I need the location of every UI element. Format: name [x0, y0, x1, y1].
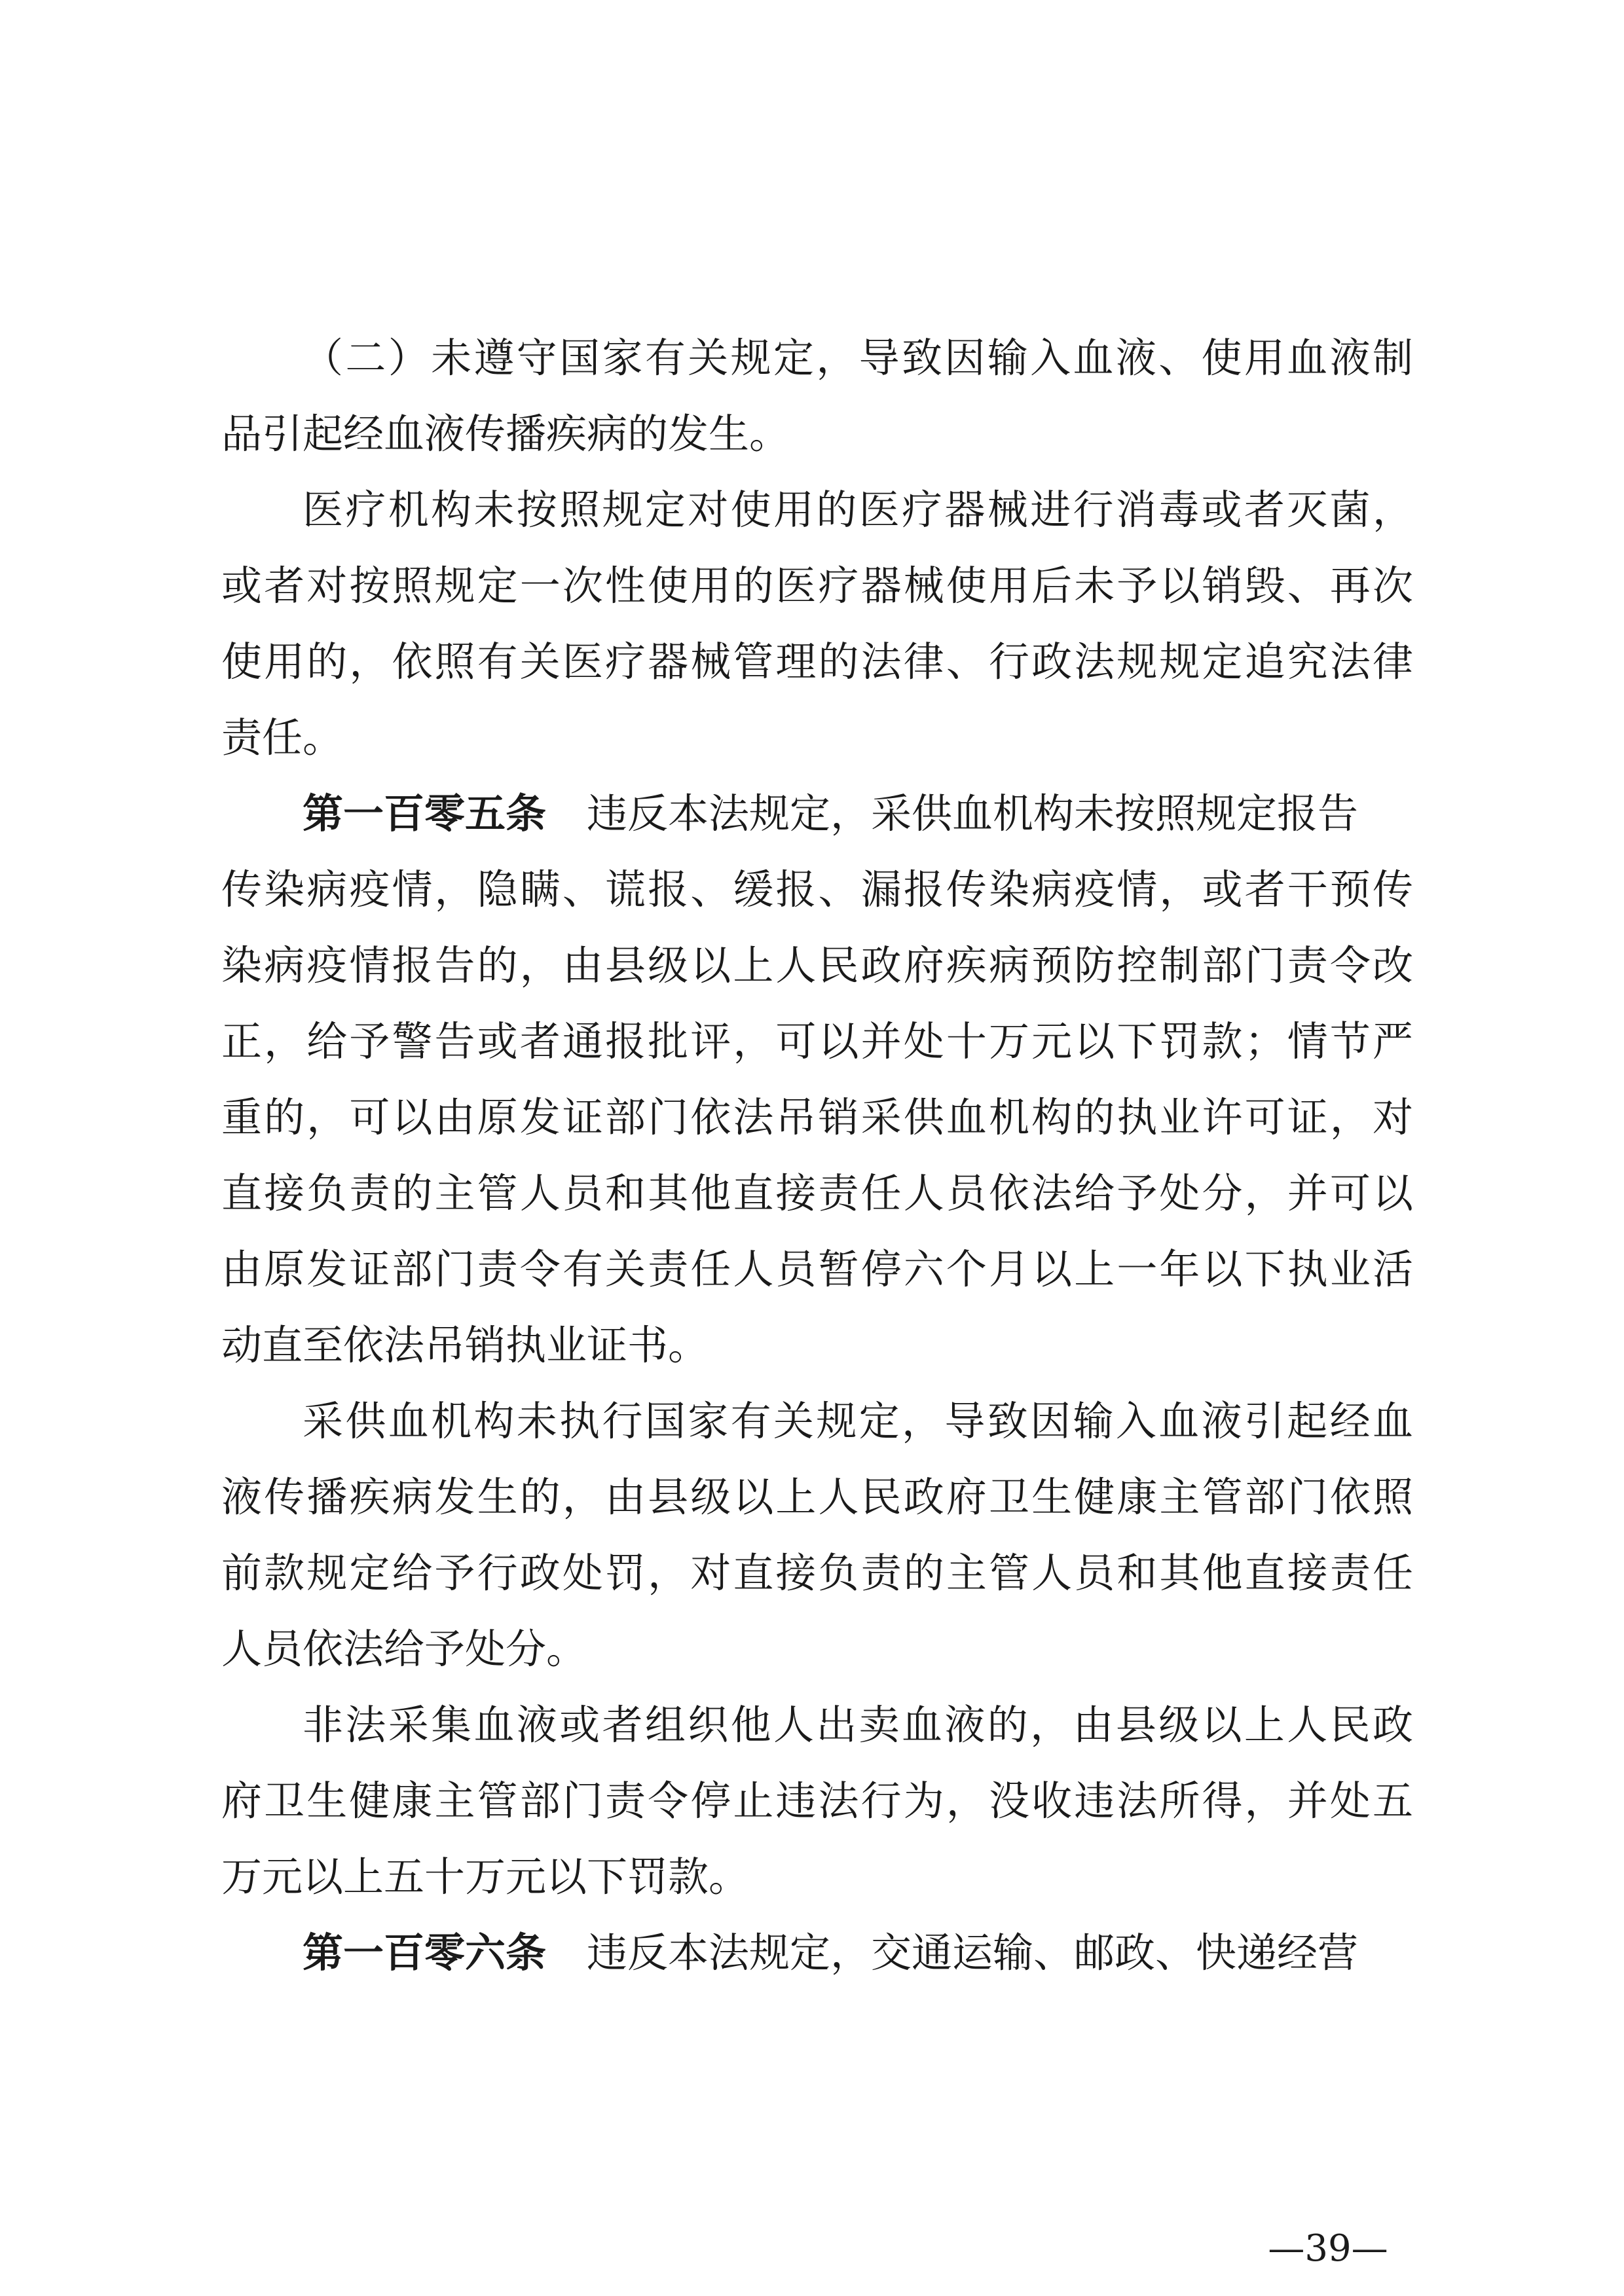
text-line: 动直至依法吊销执业证书。: [221, 1321, 709, 1369]
text-line: 或者对按照规定一次性使用的医疗器械使用后未予以销毁、再次: [221, 562, 1413, 610]
article-106-first-line: [303, 1923, 1413, 1982]
text-line: （二）未遵守国家有关规定，导致因输入血液、使用血液制: [303, 334, 1413, 382]
text-line: 正，给予警告或者通报批评，可以并处十万元以下罚款；情节严: [221, 1017, 1413, 1065]
text-line: 重的，可以由原发证部门依法吊销采供血机构的执业许可证，对: [221, 1093, 1413, 1141]
text-line: 医疗机构未按照规定对使用的医疗器械进行消毒或者灭菌，: [303, 486, 1413, 534]
article-105-first-line: [303, 784, 1413, 843]
text-line: 染病疫情报告的，由县级以上人民政府疾病预防控制部门责令改: [221, 941, 1413, 989]
text-line: 非法采集血液或者组织他人出卖血液的，由县级以上人民政: [303, 1701, 1413, 1749]
text-line: 由原发证部门责令有关责任人员暂停六个月以上一年以下执业活: [221, 1245, 1413, 1293]
text-line: 品引起经血液传播疾病的发生。: [221, 410, 790, 458]
text-line: 前款规定给予行政处罚，对直接负责的主管人员和其他直接责任: [221, 1549, 1413, 1597]
text-line: 使用的，依照有关医疗器械管理的法律、行政法规规定追究法律: [221, 638, 1413, 685]
article-106-heading: 第一百零六条: [303, 1929, 547, 1977]
text-line: 传染病疫情，隐瞒、谎报、缓报、漏报传染病疫情，或者干预传: [221, 866, 1413, 913]
page-number: —39—: [1268, 2227, 1388, 2270]
text-line: 人员依法给予处分。: [221, 1625, 587, 1673]
text-line: 违反本法规定，交通运输、邮政、快递经营: [587, 1929, 1359, 1977]
text-line: 府卫生健康主管部门责令停止违法行为，没收违法所得，并处五: [221, 1777, 1413, 1825]
text-line: 责任。: [221, 714, 344, 761]
text-line: 液传播疾病发生的，由县级以上人民政府卫生健康主管部门依照: [221, 1473, 1413, 1521]
text-line: 采供血机构未执行国家有关规定，导致因输入血液引起经血: [303, 1397, 1413, 1445]
article-105-heading: 第一百零五条: [303, 790, 547, 837]
text-line: 违反本法规定，采供血机构未按照规定报告: [587, 790, 1359, 837]
text-line: 万元以上五十万元以下罚款。: [221, 1853, 750, 1901]
text-line: 直接负责的主管人员和其他直接责任人员依法给予处分，并可以: [221, 1169, 1413, 1217]
